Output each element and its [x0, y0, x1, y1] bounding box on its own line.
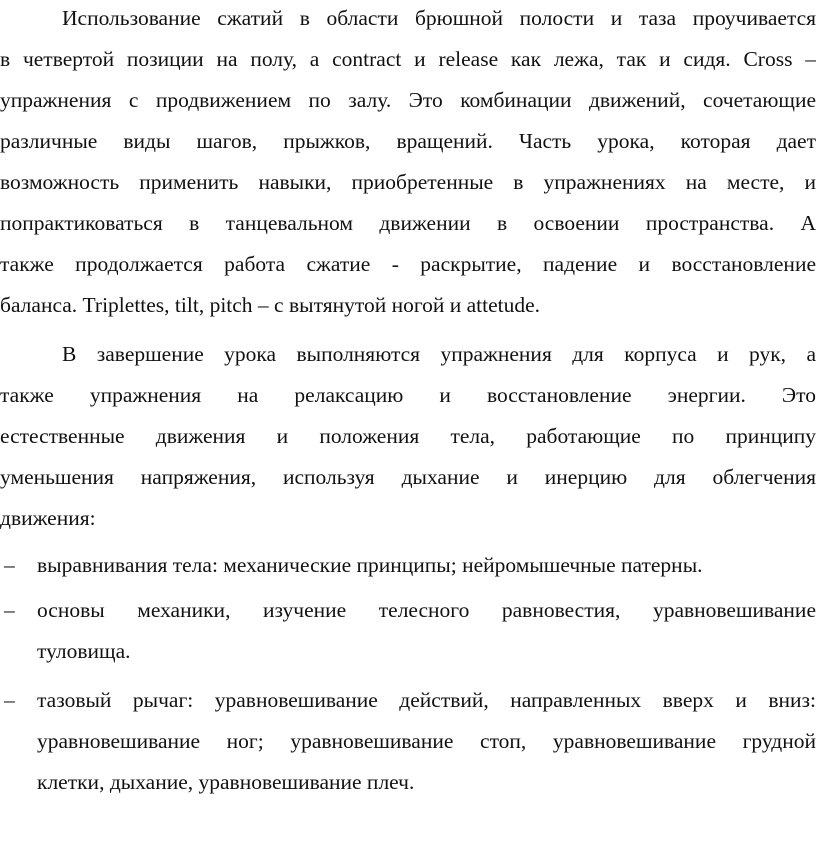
- list-item-line: основы механики, изучение телесного равновестия, уравновешивание: [37, 598, 816, 622]
- paragraph-line: движения:: [0, 506, 96, 530]
- paragraph-line: в четвертой позиции на полу, а contract и release как лежа, так и сидя. Cross –: [0, 47, 816, 71]
- dash-bullet-icon: –: [4, 598, 15, 622]
- paragraph-line: также упражнения на релаксацию и восстановление энергии. Это: [0, 383, 816, 407]
- paragraph-line: В завершение урока выполняются упражнения для корпуса и рук, а: [62, 342, 816, 366]
- paragraph-line: попрактиковаться в танцевальном движении в освоении пространства. А: [0, 211, 816, 235]
- list-item-line: выравнивания тела: механические принципы; нейромышечные патерны.: [37, 553, 703, 577]
- list-item-line: тазовый рычаг: уравновешивание действий, направленных вверх и вниз:: [37, 688, 816, 712]
- dash-bullet-icon: –: [4, 553, 15, 577]
- list-item-line: туловища.: [37, 639, 131, 663]
- paragraph-line: также продолжается работа сжатие - раскрытие, падение и восстановление: [0, 252, 816, 276]
- dash-bullet-icon: –: [4, 688, 15, 712]
- paragraph-line: различные виды шагов, прыжков, вращений. Часть урока, которая дает: [0, 129, 816, 153]
- paragraph-line: естественные движения и положения тела, работающие по принципу: [0, 424, 816, 448]
- list-item-line: уравновешивание ног; уравновешивание стоп, уравновешивание грудной: [37, 729, 816, 753]
- list-item-line: клетки, дыхание, уравновешивание плеч.: [37, 770, 415, 794]
- paragraph-line: баланса. Triplettes, tilt, pitch – с вытянутой ногой и attetude.: [0, 293, 541, 317]
- paragraph-line: уменьшения напряжения, используя дыхание и инерцию для облегчения: [0, 465, 816, 489]
- paragraph-line: возможность применить навыки, приобретенные в упражнениях на месте, и: [0, 170, 816, 194]
- paragraph-line: упражнения с продвижением по залу. Это комбинации движений, сочетающие: [0, 88, 816, 112]
- paragraph-line: Использование сжатий в области брюшной полости и таза проучивается: [62, 6, 816, 30]
